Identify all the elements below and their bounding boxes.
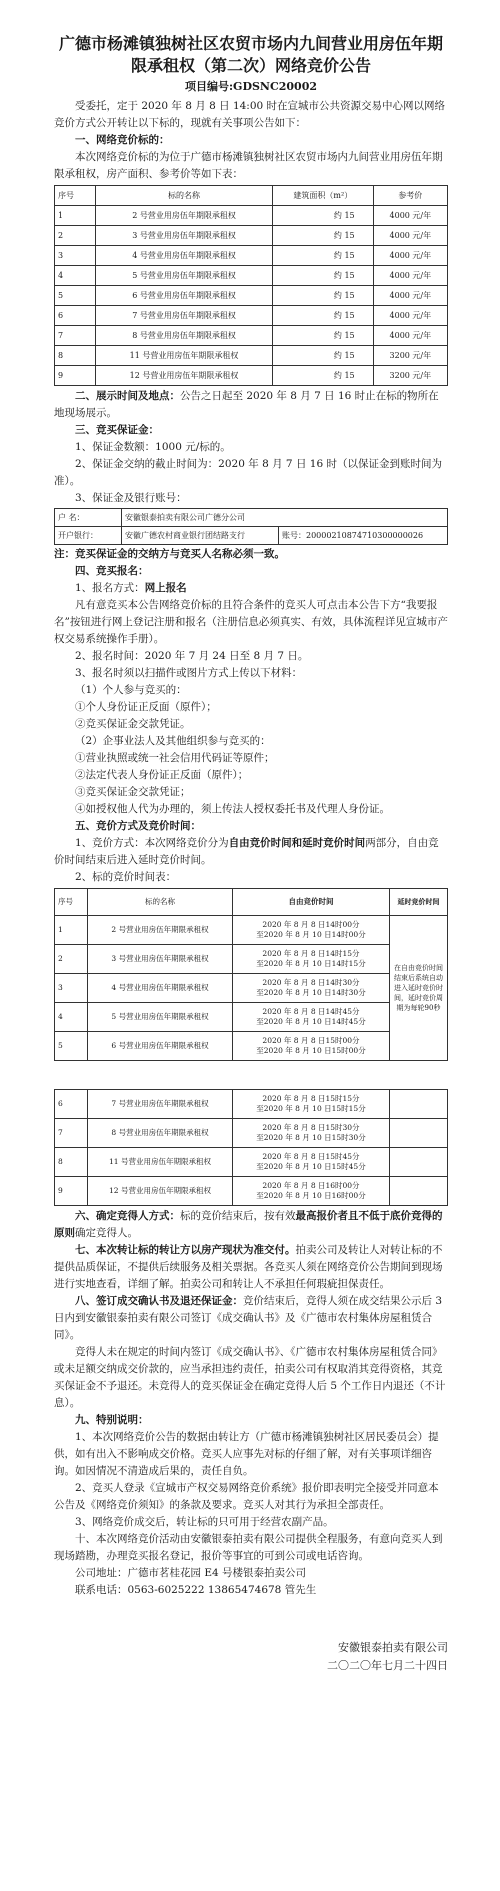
table-row bbox=[55, 366, 448, 386]
table-cell: 8 bbox=[55, 1148, 88, 1177]
table-gap-row bbox=[55, 1061, 448, 1090]
special-note-1: 1、本次网络竞价公告的数据由转让方（广德市杨滩镇独树社区居民委员会）提供，如有出入不影响成交价格。竞买人应事先对标的仔细了解，对有关事项详细咨询。如因情况不清造成后果的，责任自负。 bbox=[54, 1431, 439, 1477]
time-start: 2020 年 8 月 8 日15时45分 bbox=[262, 1152, 360, 1161]
table-cell: 4 号营业用房伍年期限承租权 bbox=[96, 246, 273, 266]
deposit-deadline: 2、保证金交纳的截止时间为：2020 年 8 月 7 日 16 时（以保证金到账时间为准）。 bbox=[54, 458, 442, 487]
page-title: 广德市杨滩镇独树社区农贸市场内九间营业用房伍年期限承租权（第二次）网络竞价公告 bbox=[58, 36, 443, 75]
materials-individual-1: ①个人身份证正反面（原件）； bbox=[75, 701, 217, 713]
table-cell: 11 号营业用房伍年期限承租权 bbox=[88, 1148, 233, 1177]
bank-row-name bbox=[55, 509, 448, 527]
table-cell: 6 号营业用房伍年期限承租权 bbox=[88, 1032, 233, 1061]
table-row bbox=[55, 1119, 448, 1148]
time-start: 2020 年 8 月 8 日16时00分 bbox=[262, 1181, 360, 1190]
lot-reference-table bbox=[54, 185, 448, 386]
extension-cell: 在自由竞价时间结束后系统自动进入延时竞价时间，延时竞价周期为每轮90秒 bbox=[390, 916, 448, 1061]
deposit-account-line: 3、保证金及银行账号： bbox=[75, 492, 187, 504]
table-cell: 约 15 bbox=[273, 206, 374, 226]
section-8-heading: 八、签订成交确认书及退还保证金： bbox=[75, 1295, 243, 1307]
materials-company-3: ③竞买保证金交款凭证； bbox=[75, 786, 191, 798]
materials-company: （2）企事业法人及其他组织参与竞买的： bbox=[75, 735, 271, 747]
table-cell: 约 15 bbox=[273, 306, 374, 326]
table-cell: 8 号营业用房伍年期限承租权 bbox=[96, 326, 273, 346]
table-cell: 约 15 bbox=[273, 286, 374, 306]
table-cell: 2 号营业用房伍年期限承租权 bbox=[88, 916, 233, 945]
table-cell: 5 bbox=[55, 286, 96, 306]
time-start: 2020 年 8 月 8 日15时00分 bbox=[262, 1036, 360, 1045]
bidding-method bbox=[54, 835, 448, 869]
materials-individual: （1）个人参与竞买的： bbox=[75, 684, 187, 696]
table-row bbox=[55, 916, 448, 945]
section-10: 十、本次网络竞价活动由安徽银泰拍卖有限公司提供全程服务，有意向竞买人到现场踏勘，办理竞买报名登记，报价等事宜的可到公司或电话咨询。 bbox=[54, 1533, 443, 1562]
account-number-value: 20000210874710300000026 bbox=[306, 531, 424, 540]
table-cell: 4000 元/年 bbox=[373, 206, 447, 226]
materials-company-1: ①营业执照或统一社会信用代码证等原件； bbox=[75, 752, 275, 764]
time-start: 2020 年 8 月 8 日14时15分 bbox=[262, 949, 360, 958]
deposit-note: 注：竞买保证金的交纳方与竞买人名称必须一致。 bbox=[54, 548, 285, 560]
time-start: 2020 年 8 月 8 日14时45分 bbox=[262, 1007, 360, 1016]
section-6 bbox=[54, 1208, 448, 1242]
table-cell: 约 15 bbox=[273, 346, 374, 366]
time-start: 2020 年 8 月 8 日15时30分 bbox=[262, 1123, 360, 1132]
bank-row-bank bbox=[55, 527, 448, 545]
table-row bbox=[55, 1148, 448, 1177]
header-cell: 参考价 bbox=[373, 186, 447, 206]
materials-company-2: ②法定代表人身份证正反面（原件）； bbox=[75, 769, 249, 781]
section-8 bbox=[54, 1293, 448, 1344]
section-8-text: 竞价结束后，竞得人须在成交结果公示后 3 日内到安徽银泰拍卖有限公司签订《成交确认书》及《广德市农村集体房屋租赁合同》。 bbox=[54, 1295, 443, 1341]
table-cell: 约 15 bbox=[273, 326, 374, 346]
table-cell: 8 bbox=[55, 346, 96, 366]
table-cell: 3 号营业用房伍年期限承租权 bbox=[96, 226, 273, 246]
extension-cell-empty bbox=[390, 1148, 448, 1177]
section-8-paragraph-2: 竞得人未在规定的时间内签订《成交确认书》、《广德市农村集体房屋租赁合同》或未足额交纳成交价款的，应当承担违约责任，拍卖公司有权取消其竞得资格，其竞买保证金不予退还。未竞得人的竞买保证金在确定竞得人后 5 个工作日内退还（不计息）。 bbox=[54, 1346, 446, 1409]
time-start: 2020 年 8 月 8 日15时15分 bbox=[262, 1094, 360, 1103]
bank-account-table bbox=[54, 508, 448, 545]
table-cell: 4 bbox=[55, 1003, 88, 1032]
section-9-heading: 九、特别说明： bbox=[75, 1414, 149, 1426]
table-row bbox=[55, 306, 448, 326]
table-cell: 4000 元/年 bbox=[373, 286, 447, 306]
materials-company-4: ④如授权他人代为办理的，须上传法人授权委托书及代理人身份证。 bbox=[75, 803, 390, 815]
account-name-label: 户 名： bbox=[55, 509, 122, 527]
bidding-method-a: 1、竞价方式：本次网络竞价分为 bbox=[75, 837, 229, 849]
bidding-schedule-table bbox=[54, 888, 448, 1206]
extension-cell-empty bbox=[390, 1119, 448, 1148]
table-cell: 约 15 bbox=[273, 366, 374, 386]
header-cell: 标的名称 bbox=[96, 186, 273, 206]
special-note-3: 3、网络竞价成交后，转让标的只可用于经营农副产品。 bbox=[75, 1516, 334, 1528]
time-end: 至2020 年 8 月 10 日16时00分 bbox=[256, 1191, 366, 1200]
table-cell: 2 号营业用房伍年期限承租权 bbox=[96, 206, 273, 226]
table-cell: 9 bbox=[55, 1177, 88, 1206]
table-cell: 3 bbox=[55, 974, 88, 1003]
table-cell: 4 号营业用房伍年期限承租权 bbox=[88, 974, 233, 1003]
section-6-text-a: 标的竞价结束后，按有效 bbox=[180, 1210, 296, 1222]
table-cell: 1 bbox=[55, 206, 96, 226]
table-cell: 3200 元/年 bbox=[373, 366, 447, 386]
table-cell: 4000 元/年 bbox=[373, 266, 447, 286]
table-cell: 4000 元/年 bbox=[373, 306, 447, 326]
table-cell: 1 bbox=[55, 916, 88, 945]
intro-paragraph: 受委托，定于 2020 年 8 月 8 日 14:00 时在宣城市公共资源交易中心网以网络竞价方式公开转让以下标的，现就有关事项公告如下： bbox=[54, 100, 446, 129]
time-end: 至2020 年 8 月 10 日15时30分 bbox=[256, 1133, 366, 1142]
table-cell: 2 bbox=[55, 226, 96, 246]
account-name-value: 安徽银泰拍卖有限公司广德分公司 bbox=[122, 509, 448, 527]
time-end: 至2020 年 8 月 10 日14时45分 bbox=[256, 1017, 366, 1026]
section-2-heading: 二、展示时间及地点： bbox=[75, 390, 180, 402]
section-5-heading: 五、竞价方式及竞价时间： bbox=[75, 820, 201, 832]
table-cell: 6 号营业用房伍年期限承租权 bbox=[96, 286, 273, 306]
extension-cell-empty bbox=[390, 1090, 448, 1119]
account-number-label: 账号： bbox=[282, 531, 306, 540]
table-row bbox=[55, 974, 448, 1003]
time-start: 2020 年 8 月 8 日14时30分 bbox=[262, 978, 360, 987]
registration-method-label: 1、报名方式： bbox=[75, 582, 145, 594]
table-cell: 5 号营业用房伍年期限承租权 bbox=[96, 266, 273, 286]
table-header-row bbox=[55, 889, 448, 916]
table-cell: 约 15 bbox=[273, 246, 374, 266]
table-cell: 11 号营业用房伍年期限承租权 bbox=[96, 346, 273, 366]
section-3-heading: 三、竞买保证金： bbox=[75, 424, 159, 436]
section-6-text-c: 确定竞得人。 bbox=[75, 1227, 138, 1239]
header-cell: 自由竞价时间 bbox=[233, 889, 390, 916]
table-cell: 约 15 bbox=[273, 266, 374, 286]
table-row bbox=[55, 246, 448, 266]
table-row bbox=[55, 346, 448, 366]
bidding-method-b: 自由竞价时间和延时竞价时间 bbox=[228, 837, 366, 849]
table-row bbox=[55, 1090, 448, 1119]
table-cell: 6 bbox=[55, 1090, 88, 1119]
table-row bbox=[55, 945, 448, 974]
project-number: 项目编号:GDSNC20002 bbox=[184, 80, 318, 93]
table-header-row bbox=[55, 186, 448, 206]
time-cell bbox=[233, 974, 390, 1003]
time-end: 至2020 年 8 月 10 日14时15分 bbox=[256, 959, 366, 968]
table-row bbox=[55, 206, 448, 226]
signature-company: 安徽银泰拍卖有限公司 bbox=[338, 1641, 448, 1654]
registration-method-line bbox=[54, 580, 448, 597]
signature-spacer bbox=[54, 1599, 448, 1639]
company-phone: 联系电话：0563-6025222 13865474678 管先生 bbox=[75, 1584, 317, 1596]
time-cell bbox=[233, 916, 390, 945]
table-cell: 5 bbox=[55, 1032, 88, 1061]
registration-method-value: 网上报名 bbox=[144, 582, 187, 594]
time-cell bbox=[233, 1119, 390, 1148]
schedule-table-body bbox=[55, 916, 448, 1206]
table-cell: 3 号营业用房伍年期限承租权 bbox=[88, 945, 233, 974]
table-cell: 2 bbox=[55, 945, 88, 974]
special-note-2: 2、竞买人登录《宣城市产权交易网络竞价系统》报价即表明完全接受并同意本公告及《网络竞价须知》的条款及要求。竞买人对其行为承担全部责任。 bbox=[54, 1482, 439, 1511]
time-end: 至2020 年 8 月 10 日15时00分 bbox=[256, 1046, 366, 1055]
table-cell: 3200 元/年 bbox=[373, 346, 447, 366]
table-cell: 3 bbox=[55, 246, 96, 266]
signature-date: 二〇二〇年七月二十四日 bbox=[327, 1659, 448, 1672]
table-cell: 7 号营业用房伍年期限承租权 bbox=[88, 1090, 233, 1119]
bidding-method-c: 两部分，自由竞价时间结束后进入延时竞价时间。 bbox=[54, 837, 439, 866]
time-cell bbox=[233, 1148, 390, 1177]
materials-line: 3、报名时须以扫描件或图片方式上传以下材料： bbox=[75, 667, 303, 679]
header-cell: 延时竞价时间 bbox=[390, 889, 448, 916]
time-cell bbox=[233, 1090, 390, 1119]
time-end: 至2020 年 8 月 10 日15时15分 bbox=[256, 1104, 366, 1113]
table-cell: 4000 元/年 bbox=[373, 246, 447, 266]
section-2-text: 公告之日起至 2020 年 8 月 7 日 16 时止在标的物所在地现场展示。 bbox=[54, 390, 439, 419]
section-6-text-b: 最高报价者且不低于底价竞得的原则 bbox=[54, 1210, 443, 1239]
header-cell: 序号 bbox=[55, 186, 96, 206]
table-cell: 9 bbox=[55, 366, 96, 386]
section-7-text: 拍卖公司及转让人对转让标的不提供品质保证，不提供后续服务及相关票据。各竞买人须在网络竞价公告期间到现场进行实地查看，详细了解。拍卖公司和转让人不承担任何瑕疵担保责任。 bbox=[54, 1244, 443, 1290]
time-cell bbox=[233, 1003, 390, 1032]
bank-value: 安徽广德农村商业银行团结路支行 bbox=[122, 527, 279, 545]
time-cell bbox=[233, 1177, 390, 1206]
table-row bbox=[55, 1003, 448, 1032]
table-cell: 4000 元/年 bbox=[373, 226, 447, 246]
gap-cell bbox=[55, 1061, 448, 1090]
table-cell: 6 bbox=[55, 306, 96, 326]
materials-individual-2: ②竞买保证金交款凭证。 bbox=[75, 718, 191, 730]
section-7-heading: 七、本次转让标的转让方以房产现状为准交付。 bbox=[75, 1244, 296, 1256]
registration-time: 2、报名时间：2020 年 7 月 24 日至 8 月 7 日。 bbox=[75, 650, 309, 662]
table-cell: 12 号营业用房伍年期限承租权 bbox=[96, 366, 273, 386]
lot-table-body bbox=[55, 206, 448, 386]
company-address: 公司地址：广德市茗桂花园 E4 号楼银泰拍卖公司 bbox=[75, 1567, 307, 1579]
table-row bbox=[55, 1177, 448, 1206]
section-1-text: 本次网络竞价标的为位于广德市杨滩镇独树社区农贸市场内九间营业用房伍年期限承租权，房产面积、参考价等如下表： bbox=[54, 151, 443, 180]
section-6-heading: 六、确定竞得人方式： bbox=[75, 1210, 180, 1222]
table-row bbox=[55, 286, 448, 306]
header-cell: 序号 bbox=[55, 889, 88, 916]
table-cell: 7 bbox=[55, 1119, 88, 1148]
table-cell: 7 号营业用房伍年期限承租权 bbox=[96, 306, 273, 326]
header-cell: 标的名称 bbox=[88, 889, 233, 916]
extension-cell-empty bbox=[390, 1177, 448, 1206]
table-row bbox=[55, 326, 448, 346]
section-1-heading: 一、网络竞价标的： bbox=[75, 134, 170, 146]
time-start: 2020 年 8 月 8 日14时00分 bbox=[262, 920, 360, 929]
section-2-line bbox=[54, 388, 448, 422]
time-cell bbox=[233, 945, 390, 974]
time-end: 至2020 年 8 月 10 日14时30分 bbox=[256, 988, 366, 997]
table-row bbox=[55, 266, 448, 286]
registration-paragraph: 凡有意竞买本公告网络竞价标的且符合条件的竞买人可点击本公告下方“我要报名”按钮进行网上登记注册和报名（注册信息必须真实、有效，具体流程详见宣城市产权交易系统操作手册）。 bbox=[54, 599, 448, 645]
bank-label: 开户银行： bbox=[55, 527, 122, 545]
schedule-line: 2、标的竞价时间表： bbox=[75, 871, 177, 883]
table-cell: 约 15 bbox=[273, 226, 374, 246]
table-cell: 4000 元/年 bbox=[373, 326, 447, 346]
deposit-amount: 1、保证金数额：1000 元/标的。 bbox=[75, 441, 231, 453]
table-row bbox=[55, 226, 448, 246]
time-cell bbox=[233, 1032, 390, 1061]
table-cell: 8 号营业用房伍年期限承租权 bbox=[88, 1119, 233, 1148]
table-cell: 7 bbox=[55, 326, 96, 346]
account-number-cell bbox=[279, 527, 448, 545]
time-end: 至2020 年 8 月 10 日15时45分 bbox=[256, 1162, 366, 1171]
table-row bbox=[55, 1032, 448, 1061]
table-cell: 5 号营业用房伍年期限承租权 bbox=[88, 1003, 233, 1032]
section-7 bbox=[54, 1242, 448, 1293]
table-cell: 12 号营业用房伍年期限承租权 bbox=[88, 1177, 233, 1206]
header-cell: 建筑面积（m²） bbox=[273, 186, 374, 206]
time-end: 至2020 年 8 月 10 日14时00分 bbox=[256, 930, 366, 939]
section-4-heading: 四、竞买报名： bbox=[75, 565, 149, 577]
table-cell: 4 bbox=[55, 266, 96, 286]
